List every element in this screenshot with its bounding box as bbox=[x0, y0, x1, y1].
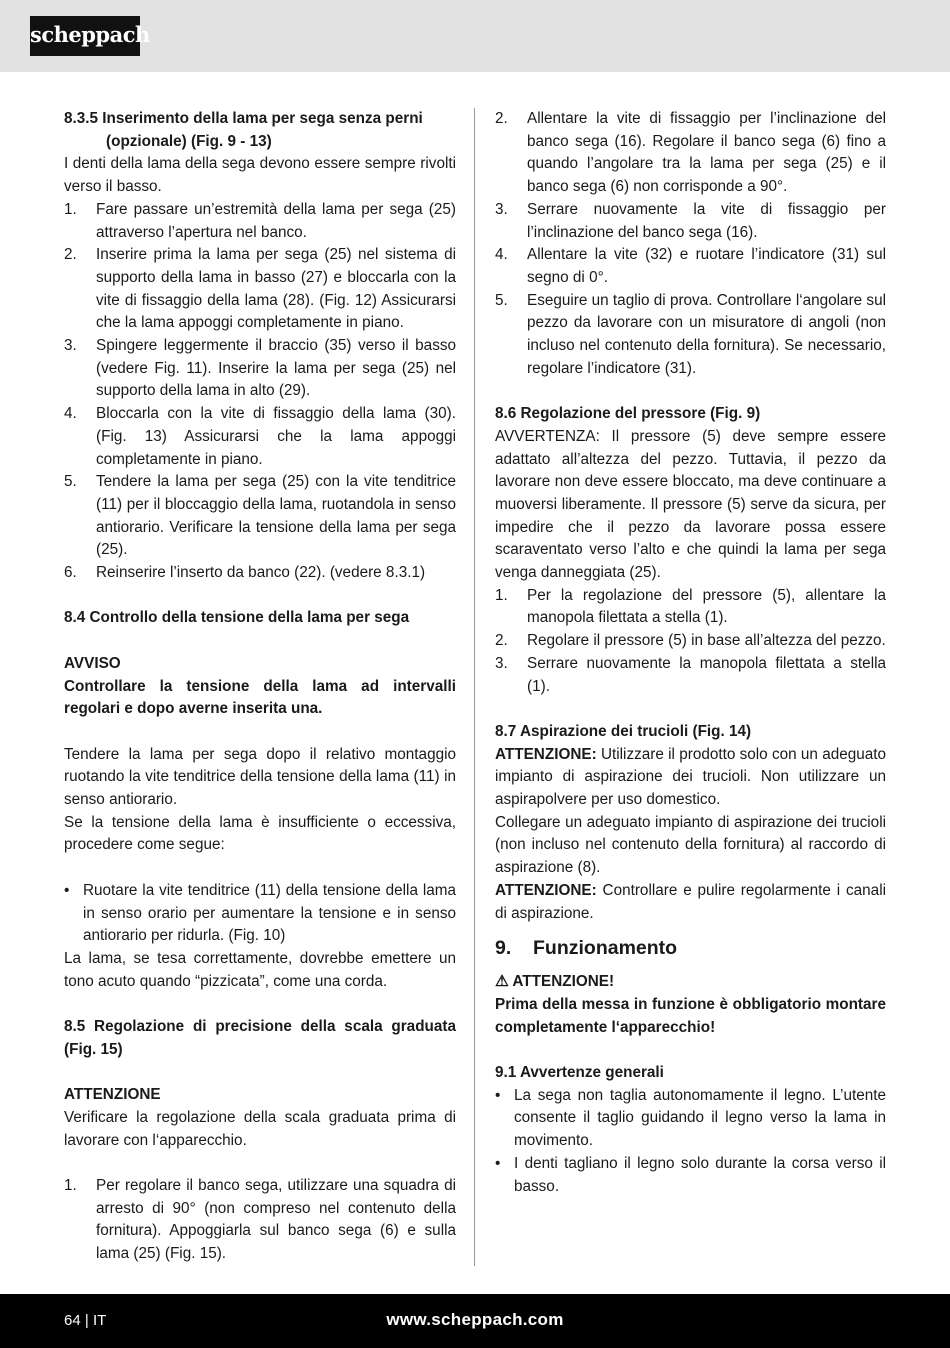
list-item: 4. Bloccarla con la vite di fissaggio della lama (30). (Fig. 13) Assicurarsi che la lama appoggi completamente in piano. bbox=[64, 405, 456, 468]
section-8-4-paragraph: La lama, se tesa correttamente, dovrebbe emettere un tono acuto quando “pizzicata”, come una corda. bbox=[64, 949, 456, 990]
warning-text: Prima della messa in funzione è obbligatorio montare completamente l‘apparecchio! bbox=[495, 995, 886, 1036]
warning-text: Verificare la regolazione della scala graduata prima di lavorare con l‘apparecchio. bbox=[64, 1108, 456, 1149]
section-8-7-paragraph: Collegare un adeguato impianto di aspirazione dei trucioli (non incluso nel contenuto della fornitura) al raccordo di aspirazione (8). bbox=[495, 813, 886, 877]
section-8-3-5-subtitle: (opzionale) (Fig. 9 - 13) bbox=[106, 132, 272, 150]
page-header bbox=[0, 0, 950, 72]
list-item: 1. Per la regolazione del pressore (5), allentare la manopola filettata a stella (1). bbox=[495, 586, 886, 627]
list-item: • I denti tagliano il legno solo durante la corsa verso il basso. bbox=[495, 1154, 886, 1195]
notice-title: AVVISO bbox=[64, 654, 121, 672]
section-9-1-title: 9.1 Avvertenze generali bbox=[495, 1064, 664, 1082]
left-column bbox=[64, 108, 456, 1266]
list-item: 1. Per regolare il banco sega, utilizzare una squadra di arresto di 90° (non compreso nel contenuto della fornitura). Appoggiarla sul banco sega (6) e sulla lama (25) (Fig. 15). bbox=[64, 1176, 456, 1263]
section-8-6-steps bbox=[495, 585, 886, 699]
list-item: 3. Serrare nuovamente la manopola filettata a stella (1). bbox=[495, 654, 886, 695]
section-8-4-bullets bbox=[64, 880, 456, 948]
warning-title: ATTENZIONE bbox=[64, 1086, 161, 1104]
scheppach-logo: scheppach bbox=[30, 16, 140, 56]
language-code: IT bbox=[92, 1312, 107, 1329]
list-item: 4. Allentare la vite (32) e ruotare l’indicatore (31) sul segno di 0°. bbox=[495, 246, 886, 286]
section-8-6-title: 8.6 Regolazione del pressore (Fig. 9) bbox=[495, 405, 761, 423]
column-divider bbox=[474, 108, 475, 1266]
list-item: 5. Eseguire un taglio di prova. Controllare l‘angolare sul pezzo da lavorare con un misuratore di angoli (non incluso nel contenuto della fornitura). Se necessario, regolare l’indicatore (31). bbox=[495, 291, 886, 377]
chapter-9-heading: 9. Funzionamento bbox=[495, 937, 678, 960]
page-number: 64 | IT bbox=[64, 1312, 107, 1329]
list-item: • Ruotare la vite tenditrice (11) della tensione della lama in senso orario per aumentare la tensione e in senso antiorario per ridurla. (Fig. 10) bbox=[64, 881, 456, 945]
list-item: 3. Spingere leggermente il braccio (35) verso il basso (vedere Fig. 11). Inserire la lama per sega (25) nel supporto della lama in alto (29). bbox=[64, 337, 456, 400]
section-8-7-paragraph: ATTENZIONE: Utilizzare il prodotto solo con un adeguato impianto di aspirazione dei trucioli. Non utilizzare un aspirapolvere per uso domestico. bbox=[495, 745, 886, 809]
page-footer bbox=[0, 1294, 950, 1348]
list-item: 1. Fare passare un’estremità della lama per sega (25) attraverso l’apertura nel banco. bbox=[64, 200, 456, 241]
warning-triangle-icon: ⚠ bbox=[495, 973, 509, 991]
list-item: 5. Tendere la lama per sega (25) con la vite tenditrice (11) per il bloccaggio della lama, ruotandola in senso antiorario. Verificare la tensione della lama per sega (25). bbox=[64, 473, 456, 559]
section-8-6-text: AVVERTENZA: Il pressore (5) deve sempre essere adattato all’altezza del pezzo. Tuttavia, il pezzo da lavorare non deve essere bloccato, ma deve continuare a muoversi liberamente. Il pressore (5) serve da sicura, per impedire che il pezzo da lavorare possa essere scaraventato verso l’alto e che quindi la lama per sega venga danneggiata (25). bbox=[495, 427, 886, 582]
section-8-7-title: 8.7 Aspirazione dei trucioli (Fig. 14) bbox=[495, 722, 752, 740]
section-8-4-paragraph: Tendere la lama per sega dopo il relativo montaggio ruotando la vite tenditrice della tensione della lama (11) in senso antiorario. bbox=[64, 745, 456, 809]
section-8-5-steps-continued bbox=[495, 108, 886, 380]
notice-text: Controllare la tensione della lama ad intervalli regolari e dopo averne inserita una. bbox=[64, 677, 456, 718]
section-8-3-5-intro: I denti della lama della sega devono essere sempre rivolti verso il basso. bbox=[64, 155, 456, 196]
section-8-5-title: 8.5 Regolazione di precisione della scala graduata (Fig. 15) bbox=[64, 1018, 456, 1058]
list-item: 2. Allentare la vite di fissaggio per l’inclinazione del banco sega (16). Regolare il banco sega (6) fino a quando l’angolare tra la lama per sega (25) e il banco sega (6) non corrisponde a 90°. bbox=[495, 110, 886, 196]
list-item: 2. Inserire prima la lama per sega (25) nel sistema di supporto della lama in basso (27) e bloccarla con la vite di fissaggio della lama (28). (Fig. 12) Assicurarsi che la lama appoggi completamente in piano. bbox=[64, 246, 456, 332]
section-8-4-title: 8.4 Controllo della tensione della lama per sega bbox=[64, 609, 410, 627]
section-8-5-steps bbox=[64, 1175, 456, 1266]
section-9-1-bullets bbox=[495, 1085, 886, 1199]
list-item: 2. Regolare il pressore (5) in base all’altezza del pezzo. bbox=[495, 632, 886, 650]
section-8-4-paragraph: Se la tensione della lama è insufficiente o eccessiva, procedere come segue: bbox=[64, 813, 456, 854]
list-item: • La sega non taglia autonomamente il legno. L’utente consente il taglio guidando il legno verso la lama in movimento. bbox=[495, 1086, 886, 1150]
section-8-7-paragraph: ATTENZIONE: Controllare e pulire regolarmente i canali di aspirazione. bbox=[495, 881, 886, 922]
section-8-3-5-title: 8.3.5 Inserimento della lama per sega senza perni bbox=[64, 110, 423, 127]
right-column bbox=[495, 108, 886, 1198]
warning-heading: ⚠ ATTENZIONE! bbox=[495, 973, 615, 991]
footer-url: www.scheppach.com bbox=[386, 1310, 564, 1329]
list-item: 6. Reinserire l’inserto da banco (22). (vedere 8.3.1) bbox=[64, 564, 426, 582]
section-8-3-5-steps bbox=[64, 199, 456, 585]
list-item: 3. Serrare nuovamente la vite di fissaggio per l’inclinazione del banco sega (16). bbox=[495, 200, 886, 241]
